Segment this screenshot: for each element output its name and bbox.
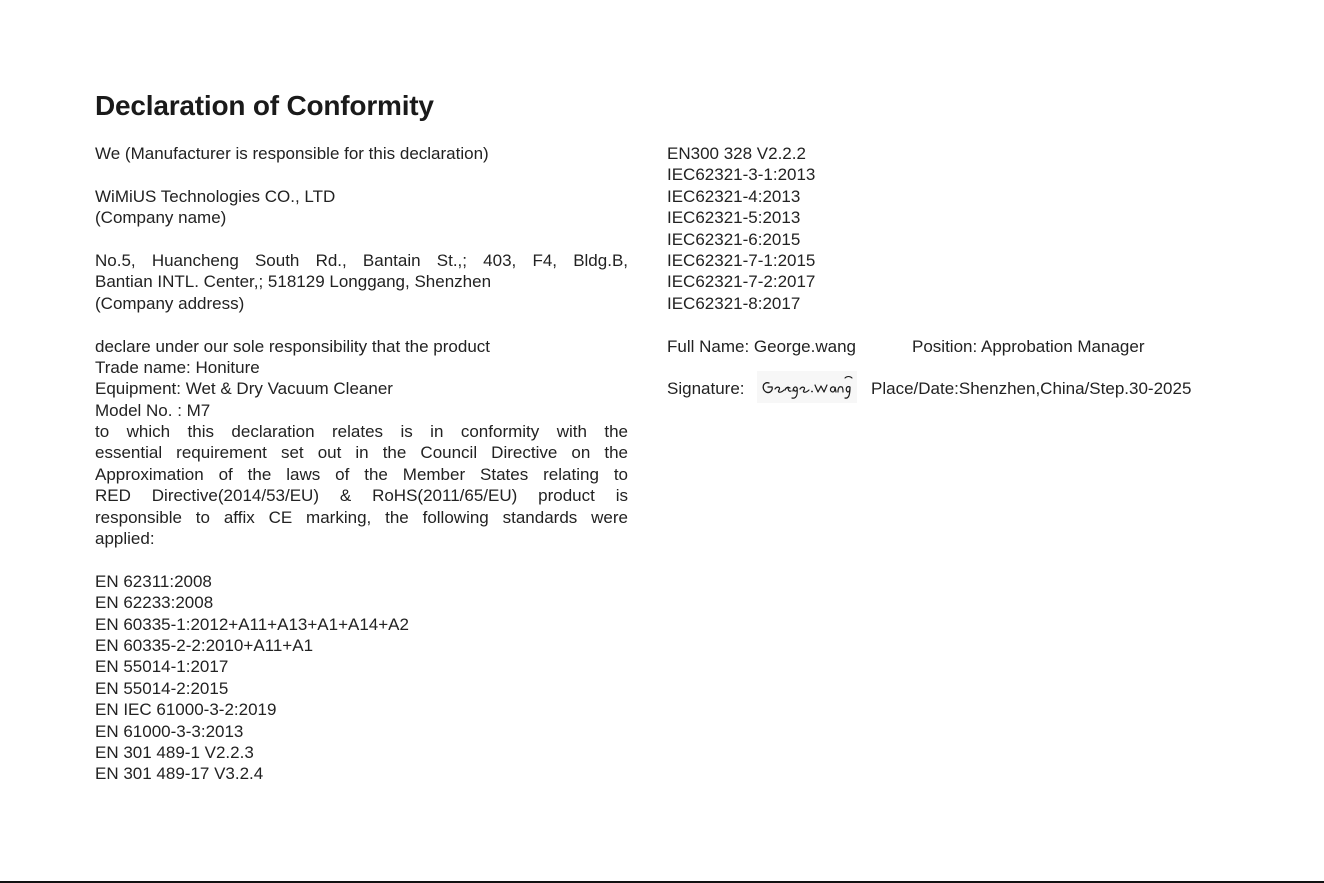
conformity-text-line: responsible to affix CE marking, the following standards were <box>95 507 628 527</box>
position: Position: Approbation Manager <box>912 336 1145 356</box>
signature-row <box>667 378 1267 408</box>
conformity-text-line: Approximation of the laws of the Member States relating to <box>95 464 628 484</box>
spacer <box>95 549 628 570</box>
spacer <box>95 314 628 335</box>
signature-scribble-icon <box>757 371 857 403</box>
right-column <box>667 143 1267 408</box>
standard-item: IEC62321-7-2:2017 <box>667 272 816 292</box>
model-number: Model No. : M7 <box>95 400 211 420</box>
handwritten-signature <box>757 371 857 403</box>
standard-item: EN 62233:2008 <box>95 593 214 613</box>
left-column <box>95 143 628 785</box>
company-address-line-1: No.5, Huancheng South Rd., Bantain St.,; 403, F4, Bldg.B, <box>95 250 628 270</box>
standard-item: EN 301 489-1 V2.2.3 <box>95 742 254 762</box>
conformity-text-line: applied: <box>95 529 155 549</box>
standard-item: IEC62321-4:2013 <box>667 186 801 206</box>
conformity-text-line: RED Directive(2014/53/EU) & RoHS(2011/65/EU) product is <box>95 486 628 506</box>
company-name-caption: (Company name) <box>95 208 227 228</box>
standard-item: EN300 328 V2.2.2 <box>667 144 806 163</box>
trade-name: Trade name: Honiture <box>95 357 260 377</box>
standard-item: EN 301 489-17 V3.2.4 <box>95 764 264 784</box>
standard-item: IEC62321-8:2017 <box>667 293 801 313</box>
standard-item: EN 61000-3-3:2013 <box>95 721 244 741</box>
standard-item: IEC62321-3-1:2013 <box>667 165 816 185</box>
company-address-caption: (Company address) <box>95 293 245 313</box>
signature-label: Signature: <box>667 379 745 399</box>
conformity-text-line: essential requirement set out in the Council Directive on the <box>95 443 628 463</box>
company-address-line-2: Bantian INTL. Center,; 518129 Longgang, Shenzhen <box>95 272 492 292</box>
standard-item: EN 55014-1:2017 <box>95 657 229 677</box>
standard-item: EN 60335-1:2012+A11+A13+A1+A14+A2 <box>95 614 409 634</box>
spacer <box>95 229 628 250</box>
standard-item: IEC62321-5:2013 <box>667 208 801 228</box>
standard-item: EN 60335-2-2:2010+A11+A1 <box>95 635 314 655</box>
standard-item: IEC62321-7-1:2015 <box>667 250 816 270</box>
standard-item: EN 55014-2:2015 <box>95 678 229 698</box>
full-name: Full Name: George.wang <box>667 336 856 356</box>
spacer <box>667 314 1267 335</box>
standard-item: EN 62311:2008 <box>95 571 212 591</box>
standard-item: IEC62321-6:2015 <box>667 229 801 249</box>
conformity-text-line: to which this declaration relates is in conformity with the <box>95 422 628 442</box>
equipment: Equipment: Wet & Dry Vacuum Cleaner <box>95 379 393 399</box>
signatory-row <box>667 336 1267 357</box>
place-date: Place/Date:Shenzhen,China/Step.30-2025 <box>871 379 1192 399</box>
company-name: WiMiUS Technologies CO., LTD <box>95 186 336 206</box>
manufacturer-intro: We (Manufacturer is responsible for this declaration) <box>95 144 489 163</box>
declaration-statement: declare under our sole responsibility that the product <box>95 336 491 356</box>
standard-item: EN IEC 61000-3-2:2019 <box>95 700 277 720</box>
spacer <box>95 164 628 185</box>
document-title: Declaration of Conformity <box>95 90 434 121</box>
